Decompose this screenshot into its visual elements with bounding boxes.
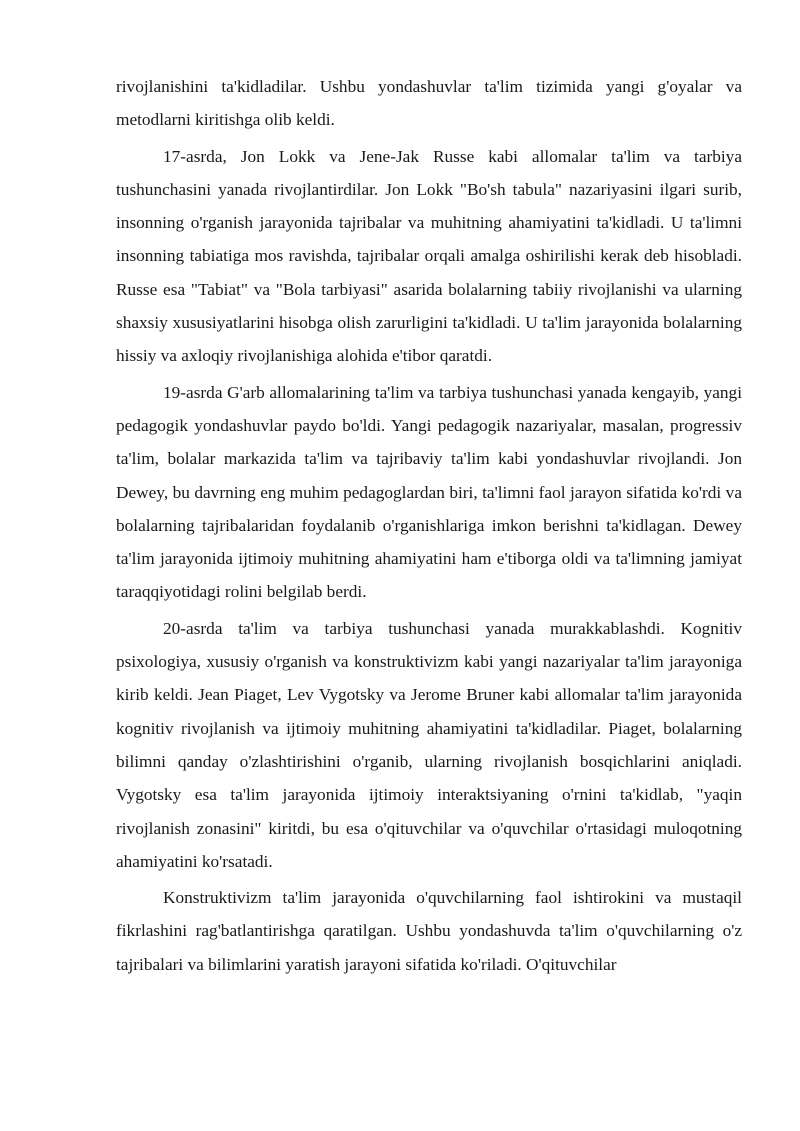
document-page (116, 70, 742, 984)
paragraph-17th-century: 17-asrda, Jon Lokk va Jene-Jak Russe kabi allomalar ta'lim va tarbiya tushunchasini yanada rivojlantirdilar. Jon Lokk "Bo'sh tabula" nazariyasini ilgari surib, insonning o'rganish jarayonida tajribalar va muhitning ahamiyatini ta'kidladi. U ta'limni insonning tabiatiga mos ravishda, tajribalar orqali amalga oshirilishi kerak deb hisobladi. Russe esa "Tabiat" va "Bola tarbiyasi" asarida bolalarning tabiiy rivojlanishi va ularning shaxsiy xususiyatlarini hisobga olish zarurligini ta'kidladi. U ta'lim jarayonida bolalarning hissiy va axloqiy rivojlanishiga alohida e'tibor qaratdi. (116, 146, 742, 366)
paragraph-20th-century: 20-asrda ta'lim va tarbiya tushunchasi yanada murakkablashdi. Kognitiv psixologiya, xususiy o'rganish va konstruktivizm kabi yangi nazariyalar ta'lim jarayoniga kirib keldi. Jean Piaget, Lev Vygotsky va Jerome Bruner kabi allomalar ta'lim jarayonida kognitiv rivojlanish va ijtimoiy muhitning ahamiyatini ta'kidladilar. Piaget, bolalarning bilimni qanday o'zlashtirishini o'rganib, ularning rivojlanish bosqichlarini aniqladi. Vygotsky esa ta'lim jarayonida ijtimoiy interaktsiyaning o'rnini ta'kidlab, "yaqin rivojlanish zonasini" kiritdi, bu esa o'qituvchilar va o'quvchilar o'rtasidagi muloqotning ahamiyatini ko'rsatadi. (116, 618, 742, 871)
paragraph-continuation: rivojlanishini ta'kidladilar. Ushbu yondashuvlar ta'lim tizimida yangi g'oyalar va metodlarni kiritishga olib keldi. (116, 77, 742, 130)
paragraph-constructivism: Konstruktivizm ta'lim jarayonida o'quvchilarning faol ishtirokini va mustaqil fikrlashini rag'batlantirishga qaratilgan. Ushbu yondashuvda ta'lim o'quvchilarning o'z tajribalari va bilimlarini yaratish jarayoni sifatida ko'riladi. O'qituvchilar (116, 888, 742, 974)
paragraph-19th-century: 19-asrda G'arb allomalarining ta'lim va tarbiya tushunchasi yanada kengayib, yangi pedagogik yondashuvlar paydo bo'ldi. Yangi pedagogik nazariyalar, masalan, progressiv ta'lim, bolalar markazida ta'lim va tajribaviy ta'lim kabi yondashuvlar rivojlandi. Jon Dewey, bu davrning eng muhim pedagoglardan biri, ta'limni faol jarayon sifatida ko'rdi va bolalarning tajribalaridan foydalanib o'rganishlariga imkon berishni ta'kidlagan. Dewey ta'lim jarayonida ijtimoiy muhitning ahamiyatini ham e'tiborga oldi va ta'limning jamiyat taraqqiyotidagi rolini belgilab berdi. (116, 382, 742, 602)
